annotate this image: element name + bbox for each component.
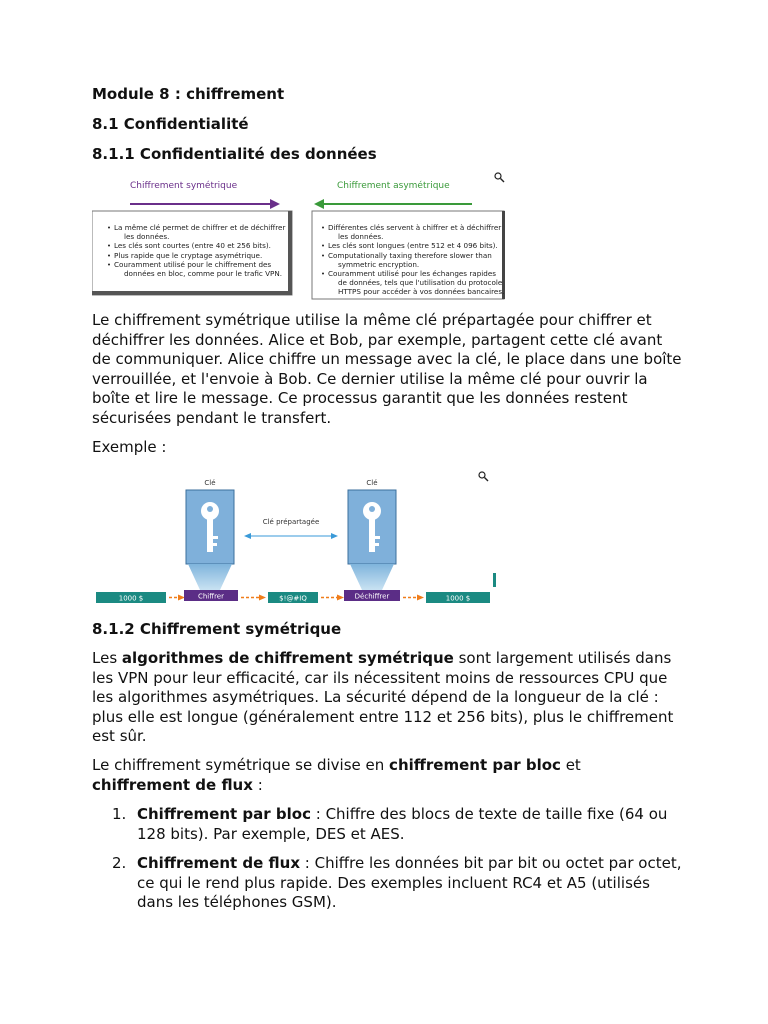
key-label-right: Clé [366,479,378,487]
flow-ciphertext-label: $!@#IQ [279,594,307,603]
key-label-left: Clé [204,479,216,487]
shared-key-label: Clé prépartagée [262,518,320,526]
bold-term: algorithmes de chiffrement symétrique [121,649,454,667]
sym-label: Chiffrement symétrique [130,181,238,191]
sym-point-3: Plus rapide que le cryptage asymétrique. [114,251,263,260]
flow-plaintext-out-label: 1000 $ [445,594,471,603]
sym-point-4b: données en bloc, comme pour le trafic VPN. [124,269,283,278]
sym-point-1: La même clé permet de chiffrer et de déchiffrer [114,223,286,232]
cipher-types-list [92,805,682,923]
sym-point-4: Couramment utilisé pour le chiffrement des [114,260,272,269]
subsection-heading: 8.1.1 Confidentialité des données [92,145,377,163]
asym-arrow-head [314,199,324,209]
symmetric-example-figure [92,468,496,608]
flow-encrypt-label: Chiffrer [197,592,225,601]
sym-point-1b: les données. [124,232,170,241]
zoom-icon[interactable] [495,173,504,182]
sym-arrow-head [270,199,280,209]
example-label: Exemple : [92,438,167,456]
paragraph-symmetric-algorithms: Les algorithmes de chiffrement symétrique sont largement utilisés dans les VPN pour leur efficacité, car ils nécessitent moins de ressources CPU que les algorithmes asymétriques. La sécurité dépend de la longueur de la clé : plus elle est longue (généralement entre 112 et 256 bits), plus le chiffrement est sûr. [92,649,674,746]
asym-point-2: Les clés sont longues (entre 512 et 4 096 bits). [328,241,498,250]
page-title: Module 8 : chiffrement [92,85,285,103]
asym-point-4: Couramment utilisé pour les échanges rapides [328,269,496,278]
asym-point-1: Différentes clés servent à chiffrer et à déchiffrer [328,223,502,232]
sym-point-2: Les clés sont courtes (entre 40 et 256 bits). [114,241,271,250]
section-heading: 8.1 Confidentialité [92,115,249,133]
encryption-comparison-figure [92,168,512,302]
paragraph-symmetric-intro: Le chiffrement symétrique utilise la même clé prépartagée pour chiffrer et déchiffrer les données. Alice et Bob, par exemple, partagent cette clé avant de communiquer. Alice chiffre un message avec la clé, le place dans une boîte verrouillée, et l'envoie à Bob. Ce dernier utilise la même clé pour ouvrir la boîte et lire le message. Ce processus garantit que les données restent sécurisées pendant le transfert. [92,311,682,427]
flow-plaintext-in-label: 1000 $ [118,594,144,603]
asym-point-4c: HTTPS pour accéder à vos données bancaires. [338,287,505,296]
subsection-heading-2: 8.1.2 Chiffrement symétrique [92,620,342,638]
zoom-icon-2[interactable] [479,472,488,481]
flow-decrypt-label: Déchiffrer [354,592,390,601]
list-item: 2. Chiffrement de flux : Chiffre les données bit par bit ou octet par octet, ce qui le rend plus rapide. Des exemples incluent RC4 et A5 (utilisés dans les téléphones GSM). [112,854,682,912]
asym-point-3b: symmetric encryption. [338,260,420,269]
asym-point-1b: les données. [338,232,384,241]
asym-point-3: Computationally taxing therefore slower than [328,251,492,260]
asym-label: Chiffrement asymétrique [337,181,450,191]
paragraph-symmetric-types: Le chiffrement symétrique se divise en chiffrement par bloc et chiffrement de flux : [92,756,581,794]
list-item: 1. Chiffrement par bloc : Chiffre des blocs de texte de taille fixe (64 ou 128 bits). Par exemple, DES et AES. [112,805,668,843]
asym-point-4b: de données, tels que l'utilisation du protocole [338,278,503,287]
